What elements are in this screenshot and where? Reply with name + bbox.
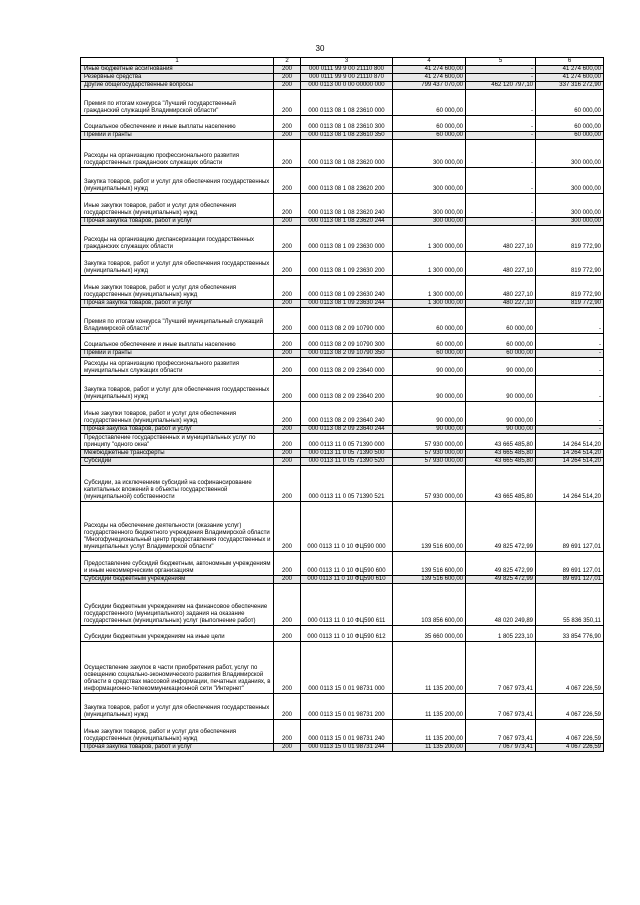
- row-remaining-cell: 300 000,00: [536, 194, 604, 218]
- table-row: [81, 226, 604, 252]
- row-remaining-cell: 14 264 514,20: [536, 434, 604, 450]
- table-row: [81, 132, 604, 140]
- table-row: [81, 450, 604, 458]
- row-admin-code-cell: 200: [274, 376, 301, 402]
- row-executed-cell: 49 825 472,99: [466, 576, 536, 584]
- row-budget-code-cell: 000 0113 08 1 09 23630 244: [301, 300, 393, 308]
- row-executed-cell: 90 000,00: [466, 358, 536, 376]
- row-remaining-cell: 60 000,00: [536, 116, 604, 132]
- row-name-cell: Премия по итогам конкурса "Лучший государственный гражданский служащий Владимирской области": [81, 90, 274, 116]
- row-executed-cell: 60 000,00: [466, 308, 536, 334]
- table-row: [81, 252, 604, 276]
- row-name-cell: Иные закупки товаров, работ и услуг для обеспечения государственных (муниципальных) нужд: [81, 194, 274, 218]
- row-planned-cell: 300 000,00: [393, 168, 466, 194]
- row-admin-code-cell: 200: [274, 140, 301, 168]
- row-name-cell: Премии и гранты: [81, 350, 274, 358]
- row-remaining-cell: 89 691 127,01: [536, 576, 604, 584]
- row-remaining-cell: 55 836 350,11: [536, 584, 604, 626]
- row-remaining-cell: -: [536, 308, 604, 334]
- row-budget-code-cell: 000 0113 08 2 09 10790 000: [301, 308, 393, 334]
- table-row: [81, 626, 604, 642]
- row-name-cell: Закупка товаров, работ и услуг для обеспечения государственных (муниципальных) нужд: [81, 376, 274, 402]
- table-header-row: [81, 58, 604, 66]
- row-executed-cell: 462 120 797,10: [466, 82, 536, 90]
- row-name-cell: Резервные средства: [81, 74, 274, 82]
- row-name-cell: Другие общегосударственные вопросы: [81, 82, 274, 90]
- row-budget-code-cell: 000 0113 11 0 05 71390 500: [301, 450, 393, 458]
- row-name-cell: Субсидии бюджетным учреждениям на финансовое обеспечение государственного (муниципального) задания на оказание государственных (муниципальных) услуг (выполнение работ): [81, 584, 274, 626]
- row-budget-code-cell: 000 0113 08 2 09 23640 244: [301, 426, 393, 434]
- row-executed-cell: 90 000,00: [466, 426, 536, 434]
- row-remaining-cell: -: [536, 350, 604, 358]
- row-planned-cell: 90 000,00: [393, 358, 466, 376]
- row-planned-cell: 60 000,00: [393, 308, 466, 334]
- row-name-cell: Предоставление государственных и муниципальных услуг по принципу "одного окна": [81, 434, 274, 450]
- table-row: [81, 218, 604, 226]
- row-executed-cell: -: [466, 90, 536, 116]
- row-name-cell: Прочая закупка товаров, работ и услуг: [81, 300, 274, 308]
- row-planned-cell: 57 930 000,00: [393, 466, 466, 502]
- row-budget-code-cell: 000 0113 08 2 09 10790 350: [301, 350, 393, 358]
- row-remaining-cell: 41 274 600,00: [536, 66, 604, 74]
- row-executed-cell: -: [466, 66, 536, 74]
- row-remaining-cell: 819 772,90: [536, 252, 604, 276]
- header-col-5: 5: [466, 58, 536, 66]
- row-admin-code-cell: 200: [274, 252, 301, 276]
- row-budget-code-cell: 000 0113 08 2 09 23640 000: [301, 358, 393, 376]
- row-name-cell: Иные закупки товаров, работ и услуг для обеспечения государственных (муниципальных) нужд: [81, 402, 274, 426]
- row-budget-code-cell: 000 0113 08 1 08 23620 000: [301, 140, 393, 168]
- row-remaining-cell: -: [536, 402, 604, 426]
- row-name-cell: Прочая закупка товаров, работ и услуг: [81, 426, 274, 434]
- row-admin-code-cell: 200: [274, 584, 301, 626]
- row-remaining-cell: 4 067 226,59: [536, 744, 604, 752]
- row-budget-code-cell: 000 0113 08 1 09 23630 200: [301, 252, 393, 276]
- table-row: [81, 642, 604, 694]
- row-executed-cell: 1 805 223,10: [466, 626, 536, 642]
- row-planned-cell: 1 300 000,00: [393, 276, 466, 300]
- table-row: [81, 140, 604, 168]
- table-row: [81, 116, 604, 132]
- row-remaining-cell: 300 000,00: [536, 168, 604, 194]
- row-remaining-cell: -: [536, 358, 604, 376]
- row-admin-code-cell: 200: [274, 642, 301, 694]
- row-admin-code-cell: 200: [274, 450, 301, 458]
- row-name-cell: Прочая закупка товаров, работ и услуг: [81, 218, 274, 226]
- row-executed-cell: -: [466, 168, 536, 194]
- table-row: [81, 168, 604, 194]
- table-row: [81, 300, 604, 308]
- row-remaining-cell: 14 264 514,20: [536, 458, 604, 466]
- row-executed-cell: -: [466, 116, 536, 132]
- row-executed-cell: -: [466, 194, 536, 218]
- table-row: [81, 358, 604, 376]
- row-budget-code-cell: 000 0113 08 1 08 23620 200: [301, 168, 393, 194]
- row-budget-code-cell: 000 0113 08 1 08 23620 244: [301, 218, 393, 226]
- row-budget-code-cell: 000 0111 99 9 00 21110 800: [301, 66, 393, 74]
- row-admin-code-cell: 200: [274, 552, 301, 576]
- row-executed-cell: 480 227,10: [466, 276, 536, 300]
- row-executed-cell: -: [466, 218, 536, 226]
- row-admin-code-cell: 200: [274, 218, 301, 226]
- row-remaining-cell: -: [536, 426, 604, 434]
- row-budget-code-cell: 000 0113 08 2 09 10790 300: [301, 334, 393, 350]
- row-planned-cell: 11 135 200,00: [393, 744, 466, 752]
- row-remaining-cell: 41 274 600,00: [536, 74, 604, 82]
- row-remaining-cell: 60 000,00: [536, 132, 604, 140]
- row-budget-code-cell: 000 0113 11 0 10 ФЦ590 612: [301, 626, 393, 642]
- table-row: [81, 350, 604, 358]
- row-budget-code-cell: 000 0113 11 0 10 ФЦ590 600: [301, 552, 393, 576]
- row-admin-code-cell: 200: [274, 74, 301, 82]
- table-row: [81, 426, 604, 434]
- table-row: [81, 584, 604, 626]
- table-row: [81, 466, 604, 502]
- header-col-3: 3: [301, 58, 393, 66]
- row-executed-cell: 60 000,00: [466, 334, 536, 350]
- row-planned-cell: 60 000,00: [393, 350, 466, 358]
- row-budget-code-cell: 000 0113 15 0 01 98731 240: [301, 720, 393, 744]
- row-admin-code-cell: 200: [274, 502, 301, 552]
- row-admin-code-cell: 200: [274, 576, 301, 584]
- table-row: [81, 434, 604, 450]
- row-remaining-cell: 300 000,00: [536, 218, 604, 226]
- row-planned-cell: 1 300 000,00: [393, 300, 466, 308]
- row-remaining-cell: 33 854 776,90: [536, 626, 604, 642]
- row-executed-cell: 60 000,00: [466, 350, 536, 358]
- row-budget-code-cell: 000 0113 08 1 09 23630 000: [301, 226, 393, 252]
- row-executed-cell: 480 227,10: [466, 252, 536, 276]
- row-remaining-cell: 60 000,00: [536, 90, 604, 116]
- row-budget-code-cell: 000 0113 08 1 08 23610 000: [301, 90, 393, 116]
- row-remaining-cell: -: [536, 376, 604, 402]
- row-planned-cell: 300 000,00: [393, 218, 466, 226]
- row-budget-code-cell: 000 0113 11 0 05 71390 521: [301, 466, 393, 502]
- row-budget-code-cell: 000 0113 11 0 10 ФЦ590 611: [301, 584, 393, 626]
- row-name-cell: Прочая закупка товаров, работ и услуг: [81, 744, 274, 752]
- row-admin-code-cell: 200: [274, 458, 301, 466]
- table-row: [81, 90, 604, 116]
- row-executed-cell: 480 227,10: [466, 300, 536, 308]
- row-name-cell: Расходы на организацию профессионального развития государственных гражданских служащих области: [81, 140, 274, 168]
- row-planned-cell: 1 300 000,00: [393, 252, 466, 276]
- row-admin-code-cell: 200: [274, 350, 301, 358]
- row-executed-cell: 49 825 472,99: [466, 502, 536, 552]
- row-executed-cell: 7 067 973,41: [466, 720, 536, 744]
- page-number: 30: [315, 44, 325, 53]
- row-admin-code-cell: 200: [274, 226, 301, 252]
- row-name-cell: Иные закупки товаров, работ и услуг для обеспечения государственных (муниципальных) нужд: [81, 720, 274, 744]
- row-executed-cell: 90 000,00: [466, 376, 536, 402]
- row-budget-code-cell: 000 0113 08 1 08 23610 300: [301, 116, 393, 132]
- row-budget-code-cell: 000 0111 99 9 00 21110 870: [301, 74, 393, 82]
- row-name-cell: Закупка товаров, работ и услуг для обеспечения государственных (муниципальных) нужд: [81, 168, 274, 194]
- row-planned-cell: 103 856 600,00: [393, 584, 466, 626]
- row-admin-code-cell: 200: [274, 308, 301, 334]
- row-admin-code-cell: 200: [274, 334, 301, 350]
- header-col-4: 4: [393, 58, 466, 66]
- row-executed-cell: 7 067 973,41: [466, 744, 536, 752]
- row-planned-cell: 300 000,00: [393, 140, 466, 168]
- table-row: [81, 308, 604, 334]
- table-row: [81, 720, 604, 744]
- row-budget-code-cell: 000 0113 08 1 08 23620 240: [301, 194, 393, 218]
- row-planned-cell: 35 660 000,00: [393, 626, 466, 642]
- row-planned-cell: 1 300 000,00: [393, 226, 466, 252]
- row-remaining-cell: -: [536, 334, 604, 350]
- row-admin-code-cell: 200: [274, 276, 301, 300]
- table-row: [81, 694, 604, 720]
- row-admin-code-cell: 200: [274, 626, 301, 642]
- row-name-cell: Закупка товаров, работ и услуг для обеспечения государственных (муниципальных) нужд: [81, 694, 274, 720]
- row-name-cell: Расходы на обеспечение деятельности (оказание услуг) государственного бюджетного учреждения Владимирской области "Многофункциональный центр предоставления государственных и муниципальных услуг Владимирской области": [81, 502, 274, 552]
- row-remaining-cell: 819 772,90: [536, 226, 604, 252]
- row-remaining-cell: 14 264 514,20: [536, 466, 604, 502]
- row-budget-code-cell: 000 0113 11 0 10 ФЦ590 610: [301, 576, 393, 584]
- row-name-cell: Премии и гранты: [81, 132, 274, 140]
- table-row: [81, 458, 604, 466]
- row-budget-code-cell: 000 0113 15 0 01 98731 200: [301, 694, 393, 720]
- row-executed-cell: -: [466, 132, 536, 140]
- row-admin-code-cell: 200: [274, 358, 301, 376]
- row-budget-code-cell: 000 0113 08 1 09 23630 240: [301, 276, 393, 300]
- row-name-cell: Социальное обеспечение и иные выплаты населению: [81, 116, 274, 132]
- row-executed-cell: 43 665 485,80: [466, 434, 536, 450]
- row-name-cell: Социальное обеспечение и иные выплаты населению: [81, 334, 274, 350]
- row-executed-cell: 90 000,00: [466, 402, 536, 426]
- row-name-cell: Субсидии: [81, 458, 274, 466]
- row-budget-code-cell: 000 0113 08 2 09 23640 200: [301, 376, 393, 402]
- row-planned-cell: 799 437 070,00: [393, 82, 466, 90]
- row-remaining-cell: 4 067 226,59: [536, 720, 604, 744]
- row-name-cell: Премия по итогам конкурса "Лучший муниципальный служащий Владимирской области": [81, 308, 274, 334]
- row-admin-code-cell: 200: [274, 66, 301, 74]
- row-admin-code-cell: 200: [274, 90, 301, 116]
- row-remaining-cell: 4 067 226,59: [536, 694, 604, 720]
- row-admin-code-cell: 200: [274, 720, 301, 744]
- row-planned-cell: 57 930 000,00: [393, 450, 466, 458]
- header-col-6: 6: [536, 58, 604, 66]
- row-admin-code-cell: 200: [274, 194, 301, 218]
- row-planned-cell: 60 000,00: [393, 116, 466, 132]
- row-name-cell: Расходы на организацию диспансеризации государственных гражданских служащих области: [81, 226, 274, 252]
- table-row: [81, 74, 604, 82]
- table-row: [81, 66, 604, 74]
- row-budget-code-cell: 000 0113 11 0 05 71390 000: [301, 434, 393, 450]
- row-budget-code-cell: 000 0113 11 0 05 71390 520: [301, 458, 393, 466]
- table-row: [81, 194, 604, 218]
- row-name-cell: Иные бюджетные ассигнования: [81, 66, 274, 74]
- row-admin-code-cell: 200: [274, 402, 301, 426]
- row-planned-cell: 57 930 000,00: [393, 434, 466, 450]
- row-executed-cell: 480 227,10: [466, 226, 536, 252]
- row-budget-code-cell: 000 0113 15 0 01 98731 000: [301, 642, 393, 694]
- row-admin-code-cell: 200: [274, 300, 301, 308]
- row-remaining-cell: 89 691 127,01: [536, 502, 604, 552]
- row-admin-code-cell: 200: [274, 694, 301, 720]
- header-col-2: 2: [274, 58, 301, 66]
- table-row: [81, 576, 604, 584]
- row-planned-cell: 11 135 200,00: [393, 694, 466, 720]
- row-executed-cell: 43 665 485,80: [466, 466, 536, 502]
- row-planned-cell: 300 000,00: [393, 194, 466, 218]
- row-name-cell: Иные закупки товаров, работ и услуг для обеспечения государственных (муниципальных) нужд: [81, 276, 274, 300]
- row-admin-code-cell: 200: [274, 466, 301, 502]
- row-name-cell: Расходы на организацию профессионального развития муниципальных служащих области: [81, 358, 274, 376]
- row-executed-cell: 49 825 472,99: [466, 552, 536, 576]
- row-admin-code-cell: 200: [274, 168, 301, 194]
- row-admin-code-cell: 200: [274, 132, 301, 140]
- row-budget-code-cell: 000 0113 11 0 10 ФЦ590 000: [301, 502, 393, 552]
- row-planned-cell: 139 516 600,00: [393, 552, 466, 576]
- table-row: [81, 744, 604, 752]
- row-admin-code-cell: 200: [274, 744, 301, 752]
- row-name-cell: Закупка товаров, работ и услуг для обеспечения государственных (муниципальных) нужд: [81, 252, 274, 276]
- row-planned-cell: 41 274 600,00: [393, 74, 466, 82]
- row-remaining-cell: 4 067 226,59: [536, 642, 604, 694]
- row-budget-code-cell: 000 0113 08 1 08 23610 350: [301, 132, 393, 140]
- row-planned-cell: 41 274 600,00: [393, 66, 466, 74]
- row-admin-code-cell: 200: [274, 434, 301, 450]
- row-planned-cell: 60 000,00: [393, 90, 466, 116]
- row-admin-code-cell: 200: [274, 426, 301, 434]
- row-name-cell: Осуществление закупок в части приобретения работ, услуг по освещению социально-экономического развития Владимирской области в средствах массовой информации, печатных изданиях, в информационно-телекоммуникационной сети "Интернет": [81, 642, 274, 694]
- row-budget-code-cell: 000 0113 00 0 00 00000 000: [301, 82, 393, 90]
- table-row: [81, 276, 604, 300]
- row-name-cell: Субсидии бюджетным учреждениям: [81, 576, 274, 584]
- row-remaining-cell: 337 316 272,90: [536, 82, 604, 90]
- row-name-cell: Субсидии, за исключением субсидий на софинансирование капитальных вложений в объекты государственной (муниципальной) собственности: [81, 466, 274, 502]
- row-planned-cell: 139 516 600,00: [393, 576, 466, 584]
- row-planned-cell: 90 000,00: [393, 402, 466, 426]
- row-remaining-cell: 14 264 514,20: [536, 450, 604, 458]
- row-planned-cell: 60 000,00: [393, 334, 466, 350]
- row-planned-cell: 11 135 200,00: [393, 642, 466, 694]
- table-row: [81, 502, 604, 552]
- row-remaining-cell: 819 772,90: [536, 276, 604, 300]
- row-planned-cell: 57 930 000,00: [393, 458, 466, 466]
- row-budget-code-cell: 000 0113 08 2 09 23640 240: [301, 402, 393, 426]
- table-row: [81, 334, 604, 350]
- row-executed-cell: -: [466, 140, 536, 168]
- row-remaining-cell: 300 000,00: [536, 140, 604, 168]
- row-planned-cell: 139 516 600,00: [393, 502, 466, 552]
- row-executed-cell: 7 067 973,41: [466, 642, 536, 694]
- row-executed-cell: 48 020 249,89: [466, 584, 536, 626]
- table-body: [81, 58, 604, 752]
- row-budget-code-cell: 000 0113 15 0 01 98731 244: [301, 744, 393, 752]
- table-row: [81, 376, 604, 402]
- table-row: [81, 82, 604, 90]
- row-remaining-cell: 89 691 127,01: [536, 552, 604, 576]
- row-planned-cell: 90 000,00: [393, 376, 466, 402]
- row-executed-cell: 7 067 973,41: [466, 694, 536, 720]
- row-remaining-cell: 819 772,90: [536, 300, 604, 308]
- row-name-cell: Субсидии бюджетным учреждениям на иные цели: [81, 626, 274, 642]
- budget-execution-table: [80, 57, 604, 752]
- row-planned-cell: 11 135 200,00: [393, 720, 466, 744]
- row-planned-cell: 90 000,00: [393, 426, 466, 434]
- header-col-1: 1: [81, 58, 274, 66]
- row-admin-code-cell: 200: [274, 82, 301, 90]
- row-executed-cell: 43 665 485,80: [466, 458, 536, 466]
- row-executed-cell: 43 665 485,80: [466, 450, 536, 458]
- table-row: [81, 552, 604, 576]
- row-name-cell: Межбюджетные трансферты: [81, 450, 274, 458]
- row-executed-cell: -: [466, 74, 536, 82]
- row-planned-cell: 60 000,00: [393, 132, 466, 140]
- row-admin-code-cell: 200: [274, 116, 301, 132]
- row-name-cell: Предоставление субсидий бюджетным, автономным учреждениям и иным некоммерческим организациям: [81, 552, 274, 576]
- table-row: [81, 402, 604, 426]
